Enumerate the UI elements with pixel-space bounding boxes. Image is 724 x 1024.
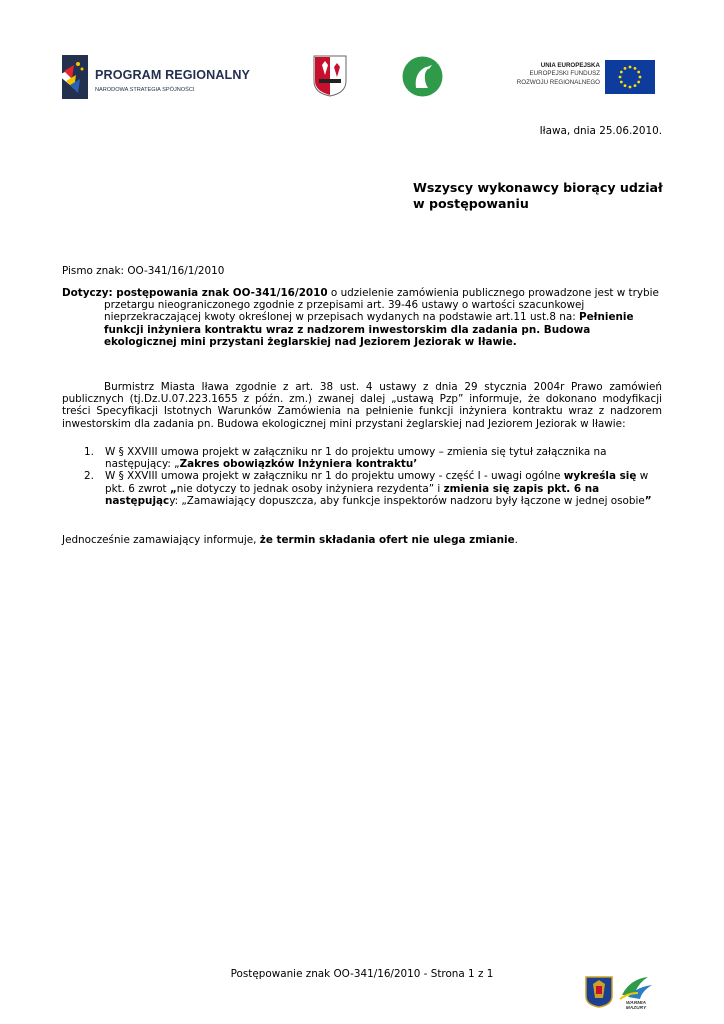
info-text-end: . [514, 534, 518, 546]
eu-star [624, 84, 627, 87]
eu-line-2: EUROPEJSKI FUNDUSZ [529, 70, 600, 78]
info-text: Jednocześnie zamawiający informuje, [62, 534, 260, 546]
modification-list [62, 446, 662, 507]
subject-title: Pełnienie funkcji inżyniera kontraktu wraz z nadzorem inwestorskim dla zadania pn. Budowa ekologicznej mini przystani żeglarskiej nad Jeziorem Jeziorak w Iławie. [104, 311, 634, 348]
warmia-mazury-text: WARMIA MAZURY [625, 1001, 647, 1011]
eu-flag-icon [605, 60, 655, 94]
body-text: Burmistrz Miasta Iława zgodnie z art. 38 ust. 4 ustawy z dnia 29 stycznia 2004r Prawo zamówień publicznych (tj.Dz.U.07.223.1655 z późn. zm.) zwanej dalej „ustawą Pzp” informuje, że dokonano modyfikacji treści Specyfikacji Istotnych Warunków Zamówienia na pełnienie funkcji inżyniera kontraktu wraz z nadzorem inwestorskim dla zadania pn. Budowa ekologicznej mini przystani żeglarskiej nad Jeziorem Jeziorak w Iławie: [62, 381, 662, 430]
list-bold: zmienia się zapis pkt. 6 na następując [105, 482, 600, 507]
list-text: nie dotyczy to jednak osoby inżyniera rezydenta” i [176, 482, 444, 495]
subject-text-2: przetargu nieograniczonego zgodnie z przepisami art. 39-46 ustawy o wartości szacunkowej nieprzekraczającej kwoty określonej w przepisach wydanych na podstawie art.11 ust.8 na: [104, 299, 585, 324]
eu-line-3: ROZWOJU REGIONALNEGO [516, 78, 600, 86]
warmia-mazury-crest-icon [313, 55, 347, 97]
recipient-heading: Wszyscy wykonawcy biorący udział w postępowaniu [413, 180, 663, 211]
eu-line-1: UNIA EUROPEJSKA [540, 62, 600, 69]
program-subtitle: NARODOWA STRATEGIA SPÓJNOŚCI [95, 87, 195, 93]
subject-paragraph [62, 287, 662, 348]
subject-text-1: o udzielenie zamówienia publicznego prowadzone jest w trybie [327, 287, 659, 299]
list-number: 1. [84, 446, 94, 458]
eu-star [634, 84, 637, 87]
list-bold: „ [169, 482, 177, 495]
program-regionalny-logo [58, 55, 251, 101]
nss-flag-icon [58, 55, 88, 99]
letter-date: Iława, dnia 25.06.2010. [539, 125, 662, 137]
eu-star [624, 67, 627, 70]
eu-star [629, 86, 632, 89]
list-item [62, 470, 662, 507]
eco-bird-logo-icon [402, 56, 443, 97]
list-number: 2. [84, 470, 94, 483]
footer-crest-icon [585, 976, 613, 1008]
reference-number: Pismo znak: OO-341/16/1/2010 [62, 265, 225, 277]
list-bold: ” [644, 494, 652, 507]
body-paragraph [62, 381, 662, 430]
subject-label: Dotyczy: postępowania znak OO-341/16/2010 [62, 287, 328, 299]
eu-fund-text [500, 62, 600, 87]
list-bold: wykreśla się [563, 470, 637, 483]
list-text: W § XXVIII umowa projekt w załączniku nr 1 do projektu umowy - część I - uwagi ogólne [105, 470, 564, 483]
eu-star [634, 67, 637, 70]
eu-star [637, 71, 640, 74]
eu-star [620, 81, 623, 84]
list-bold: Zakres obowiązków Inżyniera kontraktu’ [179, 458, 418, 471]
list-text: w pkt. 6 zwrot [105, 470, 649, 495]
list-text: y: „Zamawiający dopuszcza, aby funkcje inspektorów nadzoru były łączone w jednej osobie [169, 494, 645, 507]
warmia-mazury-logo [618, 973, 654, 1009]
list-item [62, 446, 662, 470]
program-title: PROGRAM REGIONALNY [95, 68, 251, 82]
eu-star [629, 66, 632, 69]
eu-star [620, 71, 623, 74]
eu-star [639, 76, 642, 79]
info-paragraph [62, 534, 662, 546]
eu-star [637, 81, 640, 84]
info-bold: że termin składania ofert nie ulega zmianie [259, 534, 515, 546]
page-footer: Postępowanie znak OO-341/16/2010 - Strona 1 z 1 [230, 968, 494, 980]
list-text: W § XXVIII umowa projekt w załączniku nr 1 do projektu umowy – zmienia się tytuł załącznika na następujący: „ [105, 446, 607, 471]
subject-indent-block [62, 299, 662, 348]
wave-logo-icon [618, 973, 654, 1001]
eu-star [619, 76, 622, 79]
